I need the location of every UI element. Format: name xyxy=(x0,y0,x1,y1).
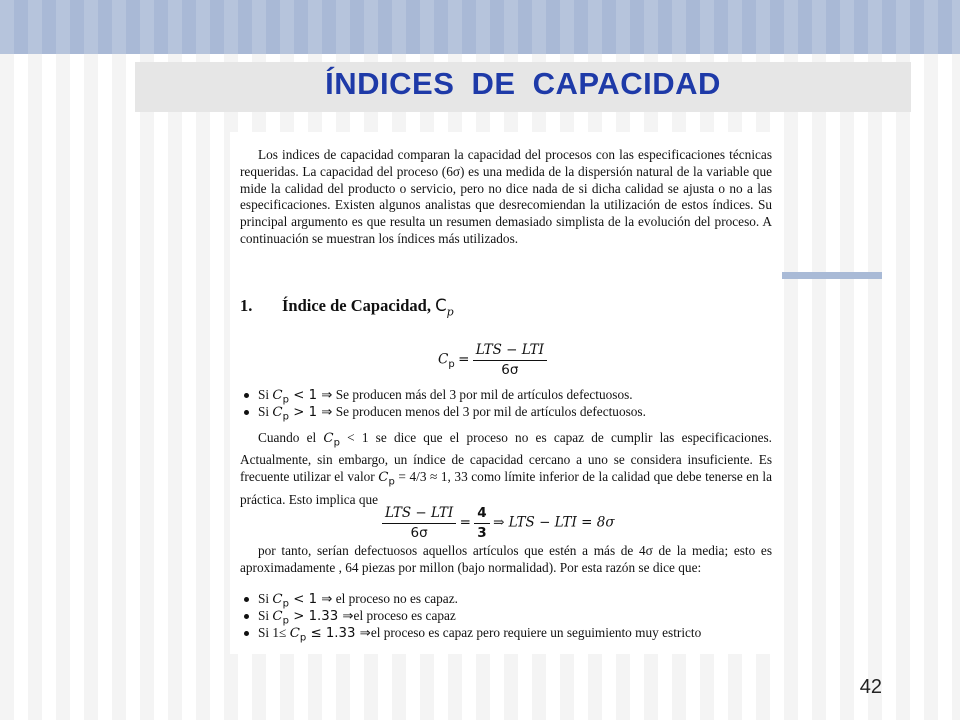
bullet-prefix: Si 1≤ xyxy=(258,625,290,640)
list-item xyxy=(240,387,770,404)
formula-denominator: 3 xyxy=(477,524,487,541)
list-item xyxy=(240,625,770,642)
bullet-text: el proceso es capaz pero requiere un seguimiento muy estricto xyxy=(370,625,702,640)
bullet-prefix: Si xyxy=(258,387,273,402)
section-symbol: C xyxy=(435,296,447,315)
para-text: < 1 se dice que el proceso no es capaz de cumplir las especificaciones. Actualmente, sin embargo, un índice de capacidad cercano a uno se considera insuficiente. Es frecuente utilizar el valor xyxy=(240,430,773,485)
ratio-formula xyxy=(382,505,615,542)
formula-lhs: C xyxy=(438,351,449,368)
bullet-prefix: Si xyxy=(258,608,273,623)
bullet-symbol: C xyxy=(272,405,283,420)
bullet-symbol-sub: p xyxy=(282,394,289,406)
formula-denominator: 6σ xyxy=(501,361,519,378)
document-image xyxy=(230,132,782,654)
bullet-symbol-sub: p xyxy=(282,615,289,627)
slide-title: ÍNDICES DE CAPACIDAD xyxy=(325,66,721,101)
formula-fraction xyxy=(382,505,456,542)
bullet-prefix: Si xyxy=(258,591,273,606)
cp-explanation-paragraph: Cuando el $C_p < 1$ se dice que el proceso no es capaz de cumplir las especificaciones. Actualmente, sin embargo, un índice de capacidad cercano a uno se considera insuficiente. Es frecuente utilizar el valor $C_p = 4/3 \approx 1$, 33 como límite inferior de la calidad que debe tenerse en la práctica. Esto implica que xyxy=(240,430,773,507)
formula-fraction-2 xyxy=(474,505,489,542)
conclusion-paragraph: por tanto, serían defectuosos aquellos artículos que estén a más de 4σ de la media; esto es aproximadamente , 64 piezas por millon (bajo normalidad). Por esta razón se dice que: xyxy=(240,543,772,575)
bullet-relation: > 1 ⇒ xyxy=(288,405,333,420)
bullet-symbol: C xyxy=(272,609,283,624)
capability-bullet-list xyxy=(240,591,770,642)
formula-rest: ⇒ LTS − LTI = 8σ xyxy=(493,514,615,531)
formula-equals: = xyxy=(459,514,471,531)
bullet-relation: < 1 ⇒ xyxy=(288,388,333,403)
formula-numerator: LTS − LTI xyxy=(382,505,456,524)
intro-paragraph: Los indices de capacidad comparan la capacidad del procesos con las especificaciones técnicas requeridas. La capacidad del proceso (6σ) es una medida de la dispersión natural de la variable que mide la calidad del producto o servicio, pero no dice nada de si dicha calidad se ajusta o no a las especificaciones. Existen algunos analistas que desrecomiendan la utilización de estos índices. Su principal argumento es que resulta un resumen demasiado simplista de la evolución del proceso. A continuación se muestran los índices más utilizados. xyxy=(240,147,772,246)
bullet-text: el proceso es capaz xyxy=(353,608,456,623)
bullet-text: el proceso no es capaz. xyxy=(332,591,458,606)
formula-equals: = xyxy=(458,351,470,368)
bullet-symbol: C xyxy=(289,626,300,641)
para-text: Cuando el xyxy=(258,430,324,445)
section-heading xyxy=(240,298,454,321)
list-item xyxy=(240,404,770,421)
accent-line xyxy=(780,272,882,279)
formula-fraction xyxy=(473,342,547,379)
bullet-symbol: C xyxy=(272,592,283,607)
formula-numerator: LTS − LTI xyxy=(473,342,547,361)
formula-denominator: 6σ xyxy=(410,524,428,541)
bullet-relation: > 1.33 ⇒ xyxy=(288,609,354,624)
bullet-symbol-sub: p xyxy=(299,632,307,644)
bullet-text: Se producen más del 3 por mil de artículos defectuosos. xyxy=(332,387,633,402)
section-number: 1. xyxy=(240,296,253,315)
para-text: = 4/3 ≈ 1, 33 como límite inferior de la calidad que debe tenerse en la práctica. Esto implica que xyxy=(240,469,772,507)
bullet-text: Se producen menos del 3 por mil de artículos defectuosos. xyxy=(332,404,646,419)
page-number: 42 xyxy=(859,676,882,698)
section-symbol-sub: p xyxy=(446,305,454,319)
cp-formula xyxy=(438,342,547,379)
bullet-relation: < 1 ⇒ xyxy=(288,592,333,607)
top-decorative-band xyxy=(0,0,960,54)
list-item xyxy=(240,591,770,608)
list-item xyxy=(240,608,770,625)
bullet-symbol: C xyxy=(272,388,283,403)
formula-lhs-sub: p xyxy=(448,359,455,371)
section-label: Índice de Capacidad, xyxy=(282,296,436,315)
cp-bullet-list xyxy=(240,387,770,421)
bullet-relation: ≤ 1.33 ⇒ xyxy=(306,626,371,641)
formula-numerator: 4 xyxy=(474,505,489,524)
bullet-prefix: Si xyxy=(258,404,273,419)
bullet-symbol-sub: p xyxy=(282,598,289,610)
bullet-symbol-sub: p xyxy=(282,411,289,423)
